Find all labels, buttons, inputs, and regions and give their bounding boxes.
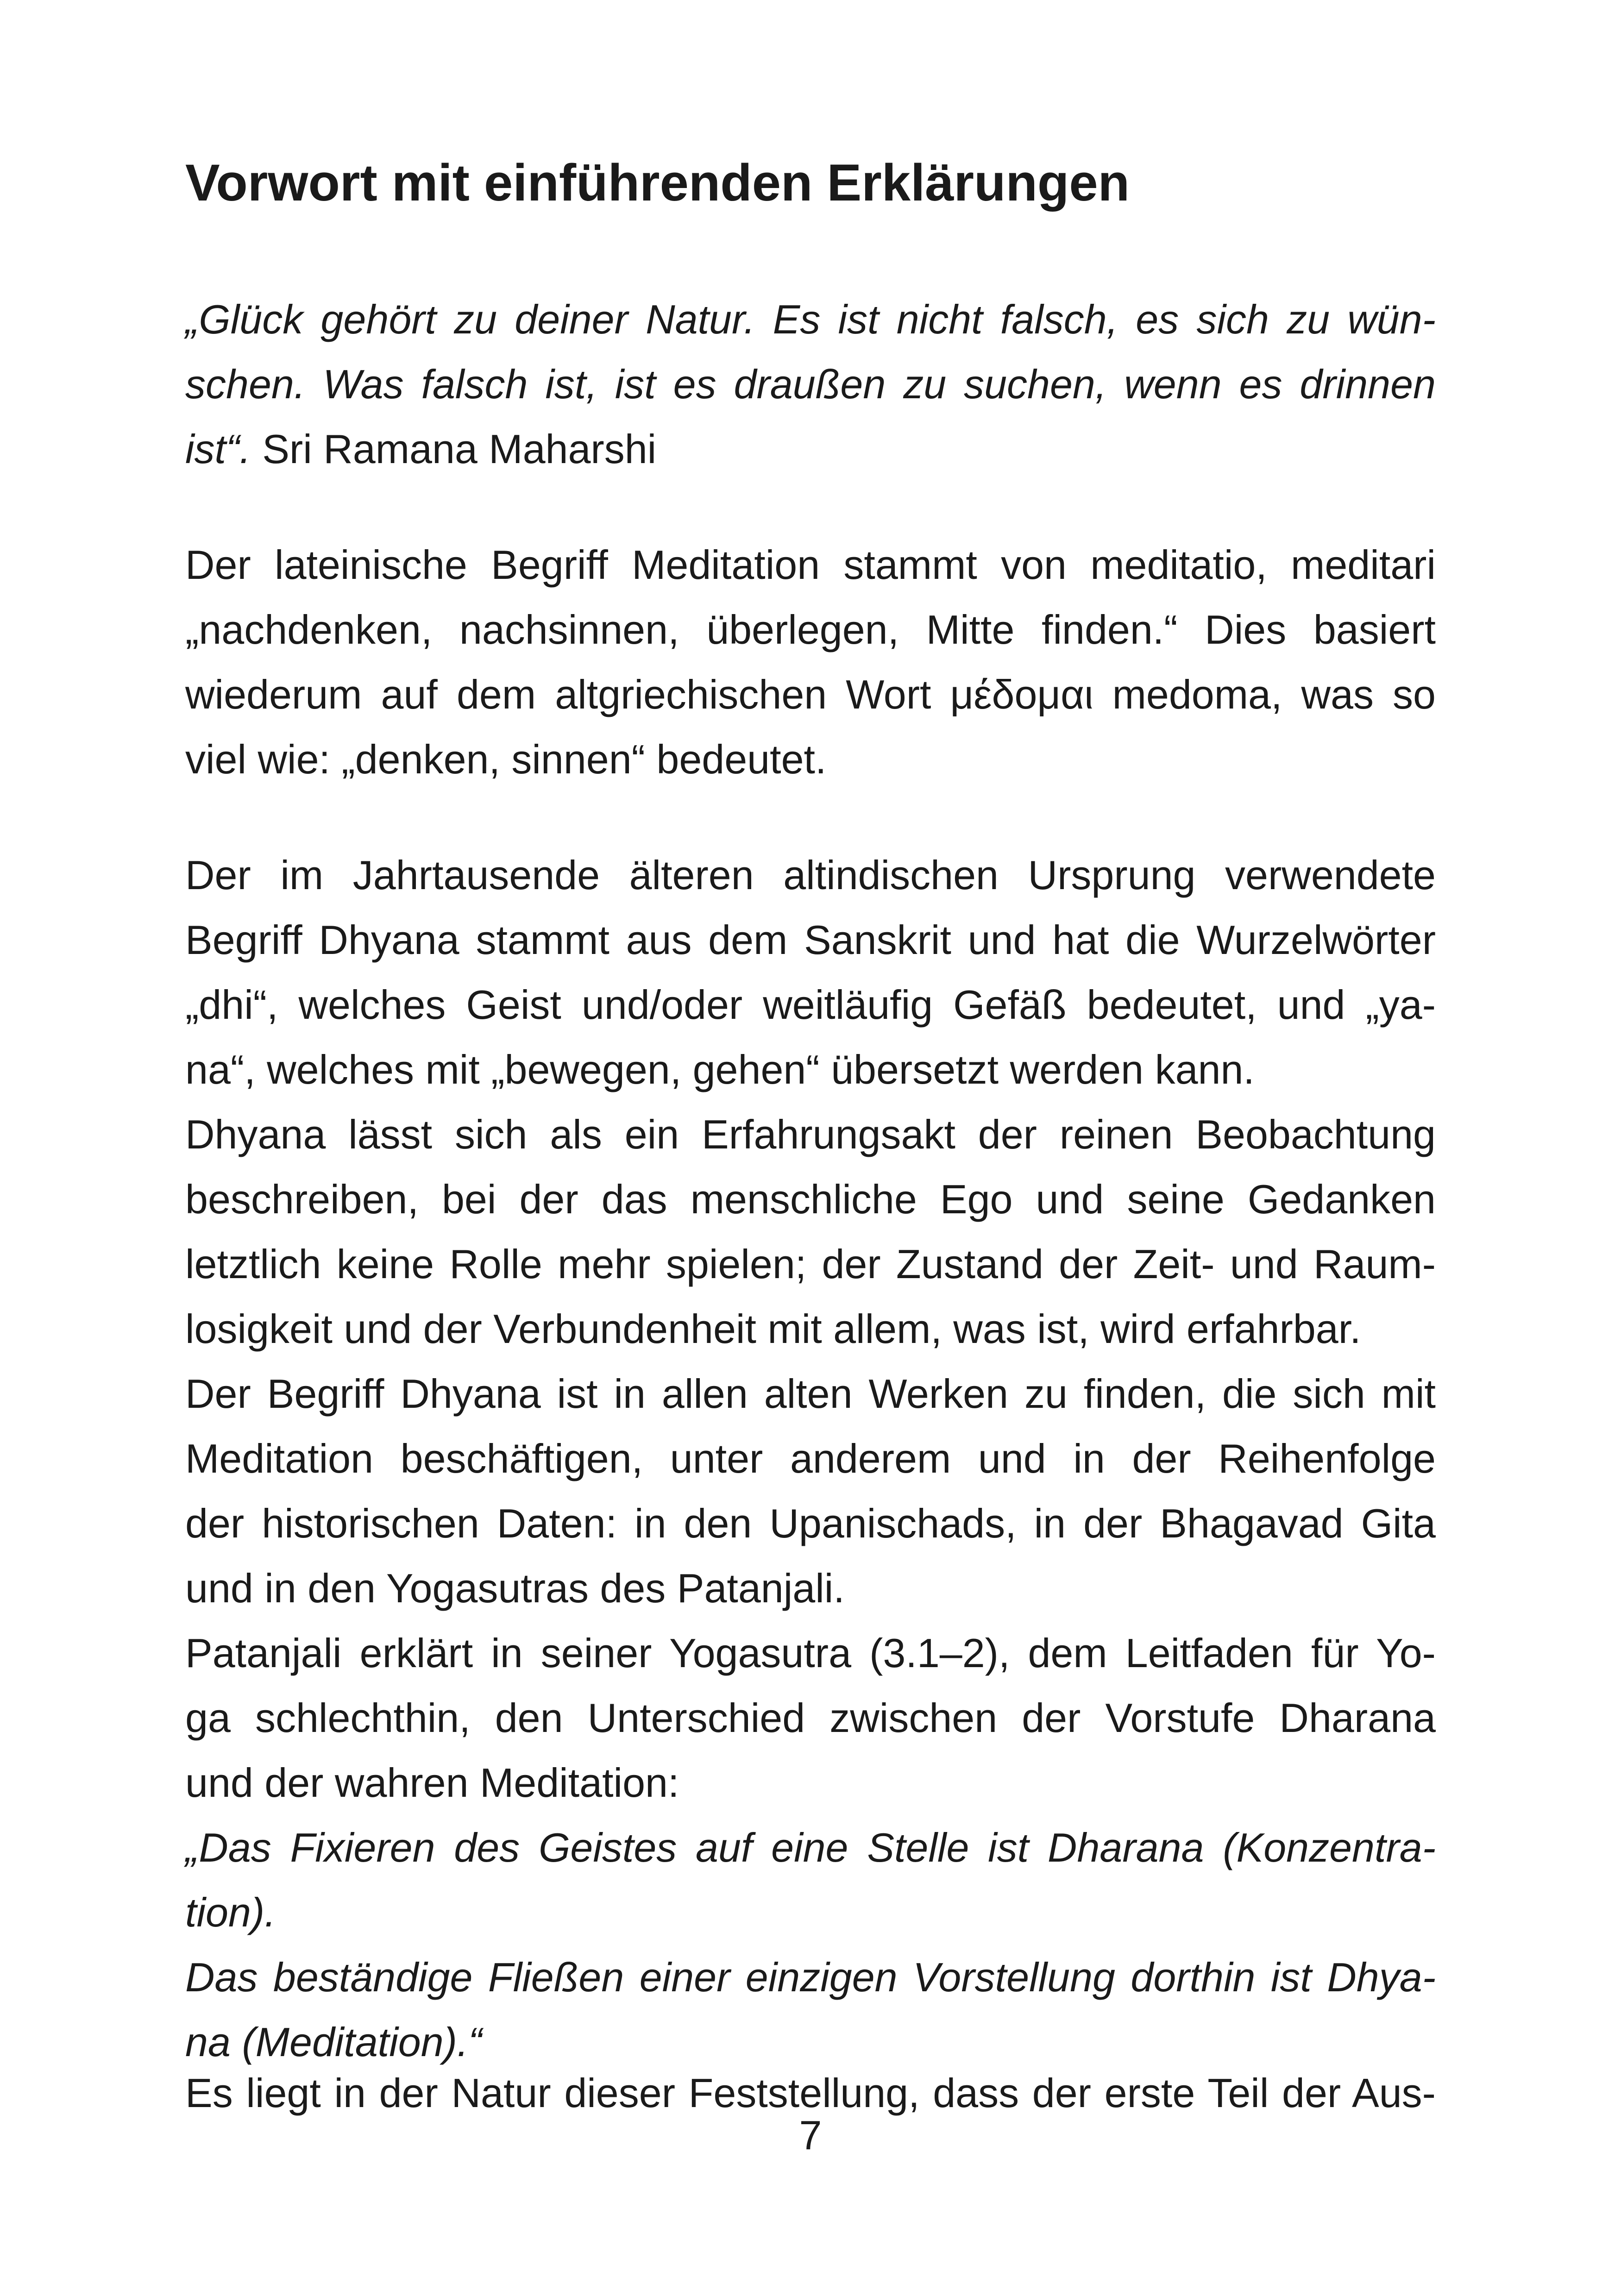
quote-line: „Glück gehört zu deiner Natur. Es ist nicht falsch, es sich zu wün- (185, 296, 1436, 342)
page-number: 7 (799, 2112, 822, 2158)
chapter-title: Vorwort mit einführenden Erklärungen (185, 154, 1130, 212)
paragraph-line: Patanjali erklärt in seiner Yogasutra (3.1–2), dem Leitfaden für Yo- (185, 1630, 1436, 1676)
paragraph-line: wiederum auf dem altgriechischen Wort μέδομαι medoma, was so (185, 671, 1436, 717)
paragraph-line: losigkeit und der Verbundenheit mit allem, was ist, wird erfahrbar. (185, 1306, 1361, 1352)
sutra-quote-line: Das beständige Fließen einer einzigen Vorstellung dorthin ist Dhya- (185, 1954, 1436, 2000)
paragraph-line: viel wie: „denken, sinnen“ bedeutet. (185, 736, 827, 782)
paragraph-line: beschreiben, bei der das menschliche Ego und seine Gedanken (185, 1176, 1436, 1222)
paragraph-line: und in den Yogasutras des Patanjali. (185, 1565, 845, 1611)
quote-line: schen. Was falsch ist, ist es draußen zu suchen, wenn es drinnen (185, 361, 1436, 407)
paragraph-line: „nachdenken, nachsinnen, überlegen, Mitte finden.“ Dies basiert (185, 607, 1436, 652)
quote-author: Sri Ramana Maharshi (251, 426, 657, 472)
paragraph-line: Der im Jahrtausende älteren altindischen Ursprung verwendete (185, 852, 1436, 898)
sutra-quote-line: „Das Fixieren des Geistes auf eine Stelle ist Dharana (Konzentra- (185, 1825, 1436, 1870)
paragraph-line: Der Begriff Dhyana ist in allen alten Werken zu finden, die sich mit (185, 1371, 1436, 1417)
paragraph-line: Meditation beschäftigen, unter anderem und in der Reihenfolge (185, 1436, 1436, 1481)
paragraph-line: Es liegt in der Natur dieser Feststellung, dass der erste Teil der Aus- (185, 2070, 1436, 2116)
paragraph-line: „dhi“, welches Geist und/oder weitläufig Gefäß bedeutet, und „ya- (185, 982, 1436, 1028)
paragraph-line: und der wahren Meditation: (185, 1760, 679, 1806)
paragraph-line: Dhyana lässt sich als ein Erfahrungsakt der reinen Beobachtung (185, 1111, 1436, 1157)
paragraph-line: Begriff Dhyana stammt aus dem Sanskrit und hat die Wurzelwörter (185, 917, 1436, 963)
quote-end: ist“. (185, 426, 251, 472)
sutra-quote-line: tion). (185, 1889, 276, 1935)
paragraph-line: na“, welches mit „bewegen, gehen“ übersetzt werden kann. (185, 1047, 1255, 1092)
paragraph-line: letztlich keine Rolle mehr spielen; der Zustand der Zeit- und Raum- (185, 1241, 1436, 1287)
paragraph-line: Der lateinische Begriff Meditation stammt von meditatio, meditari (185, 542, 1436, 588)
sutra-quote-line: na (Meditation).“ (185, 2019, 482, 2065)
paragraph-line: ga schlechthin, den Unterschied zwischen der Vorstufe Dharana (185, 1695, 1436, 1741)
quote-attribution-line (185, 417, 1436, 482)
paragraph-line: der historischen Daten: in den Upanischads, in der Bhagavad Gita (185, 1500, 1436, 1546)
